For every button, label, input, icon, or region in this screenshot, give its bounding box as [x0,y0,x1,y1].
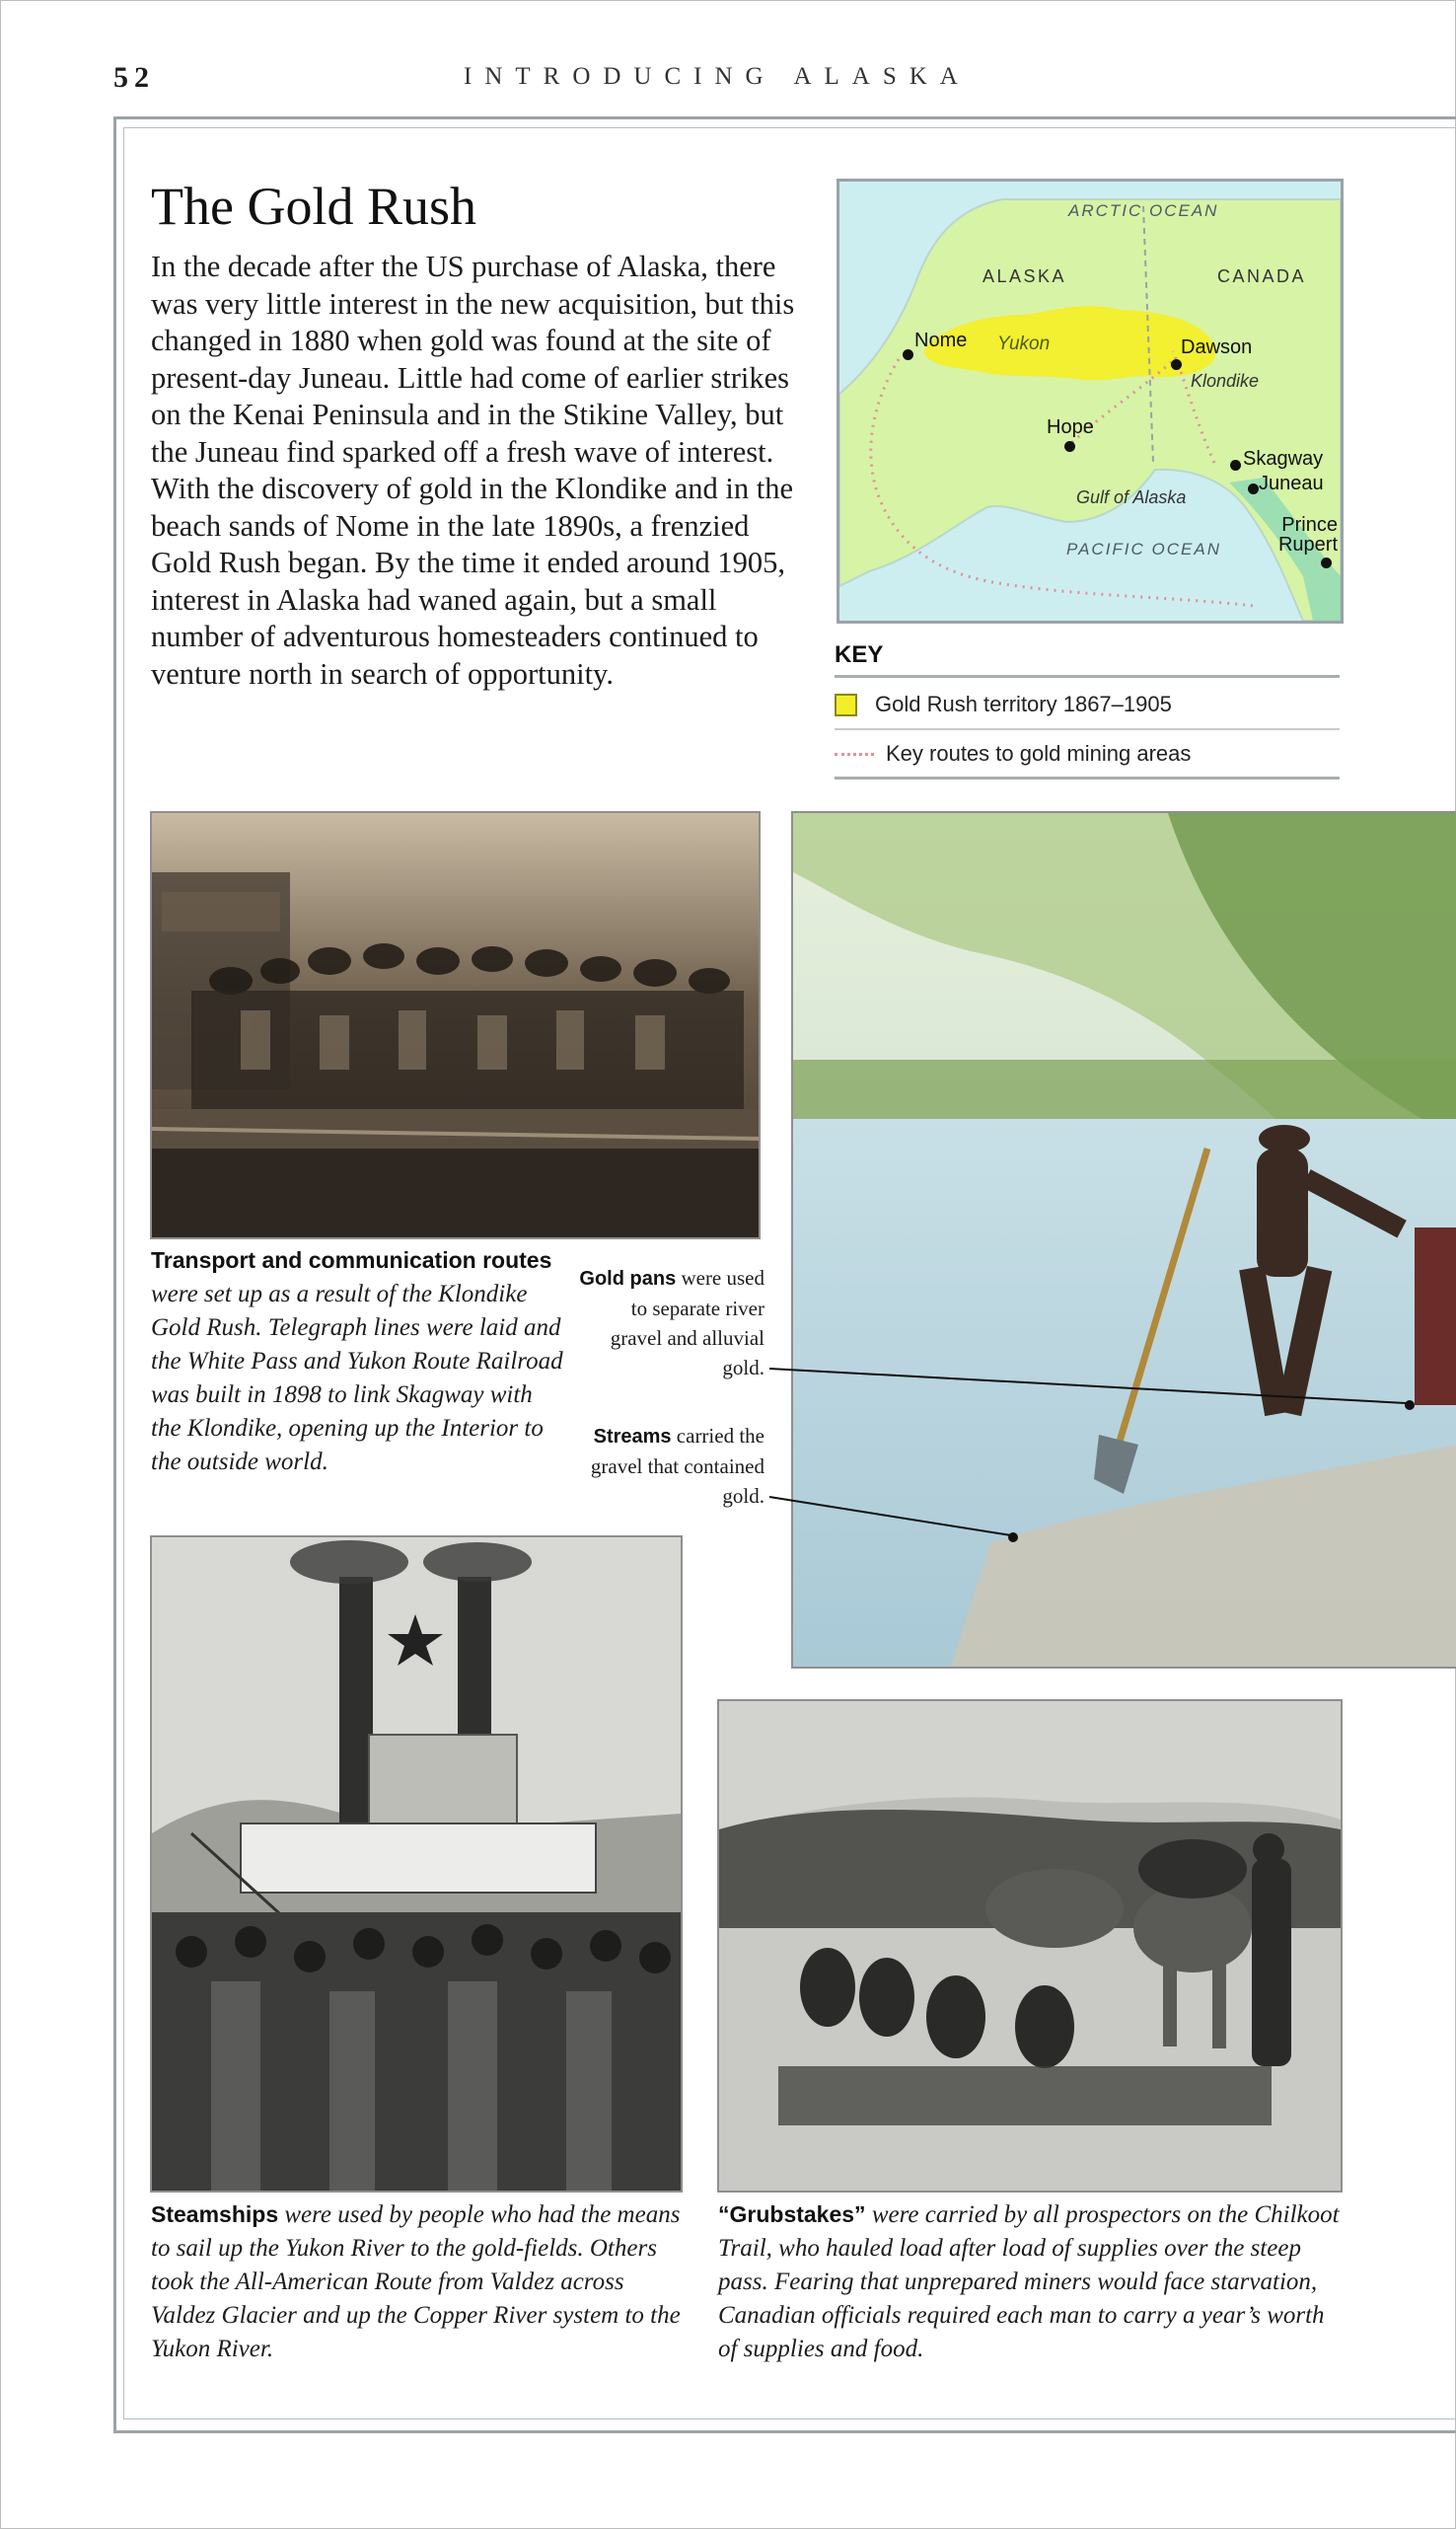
running-head: INTRODUCING ALASKA [464,63,971,90]
caption-transport [151,1243,565,1479]
caption-leader-lines [760,1362,1430,1559]
map-point-juneau [1248,483,1259,494]
map-label-hope: Hope [1047,416,1094,438]
key-item-routes [835,732,1340,776]
map-label-pacific-ocean: PACIFIC OCEAN [1066,540,1221,558]
caption-grubstakes-text: were carried by all prospectors on the Chilkoot Trail, who hauled load after load of supplies over the steep pass. Fearing that unprepared miners would face starvation, Canadian officials required each man to carry a year’s worth of supplies and food. [718,2201,1340,2362]
map-label-nome: Nome [914,330,968,351]
map-point-prince-rupert [1321,558,1332,568]
map-label-gulf-of-alaska: Gulf of Alaska [1076,487,1187,507]
map-label-canada: CANADA [1217,266,1307,286]
page-number: 52 [113,61,155,94]
map-point-hope [1064,441,1075,452]
caption-steamships [151,2197,689,2366]
caption-transport-lead: Transport and communication routes [151,1247,552,1273]
caption-streams [587,1421,764,1511]
map-label-prince-rupert: Prince Rupert [1277,514,1338,556]
article-title: The Gold Rush [151,177,476,236]
caption-gold-pans-lead: Gold pans [579,1268,677,1290]
gold-rush-map [837,179,1344,624]
map-point-dawson [1171,359,1182,370]
gold-territory-swatch-icon [835,694,857,716]
photo-steamship [150,1535,683,2193]
leader-line-streams [769,1497,1011,1535]
key-title: KEY [835,641,884,668]
caption-steamships-lead: Steamships [151,2201,279,2227]
map-label-klondike: Klondike [1191,371,1260,391]
map-label-dawson: Dawson [1181,336,1253,358]
map-label-skagway: Skagway [1243,448,1324,470]
key-rule-bottom [835,777,1340,780]
photo-transport-railroad [150,811,761,1239]
key-rule-top [835,675,1340,678]
map-label-arctic-ocean: ARCTIC OCEAN [1068,201,1219,220]
photo-grubstakes [717,1699,1343,2193]
key-rule-middle [835,728,1340,730]
map-label-alaska: ALASKA [983,266,1067,286]
key-item-label: Gold Rush territory 1867–1905 [875,692,1172,716]
caption-grubstakes [718,2197,1345,2366]
caption-gold-pans-text: were used to separate river gravel and alluvial gold. [610,1266,764,1379]
article-intro: In the decade after the US purchase of Alaska, there was very little interest in the new acquisition, but this changed in 1880 when gold was found at the site of present-day Juneau. Little had come of earlier strikes on the Kenai Peninsula and in the Stikine Valley, but the Juneau find sparked off a fresh wave of interest. With the discovery of gold in the Klondike and in the beach sands of Nome in the late 1890s, a frenzied Gold Rush began. By the time it ended around 1905, interest in Alaska had waned again, but a small number of adventurous homesteaders continued to venture north in search of opportunity. [151,250,795,691]
key-item-label: Key routes to gold mining areas [886,741,1192,766]
key-item-gold-territory [835,683,1340,726]
caption-grubstakes-lead: “Grubstakes” [718,2201,866,2227]
caption-streams-lead: Streams [593,1426,672,1448]
caption-transport-text: were set up as a result of the Klondike Gold Rush. Telegraph lines were laid and the White Pass and Yukon Route Railroad was built in 1898 to link Skagway with the Klondike, opening up the Interior to the outside world. [151,1281,563,1475]
map-label-juneau: Juneau [1259,473,1324,494]
map-label-yukon: Yukon [997,334,1051,354]
dotted-route-icon [835,753,874,756]
leader-line-gold-pans [769,1369,1406,1403]
map-point-nome [903,349,913,360]
caption-gold-pans [577,1263,764,1382]
caption-steamships-text: were used by people who had the means to sail up the Yukon River to the gold-fields. Others took the All-American Route from Valdez across Valdez Glacier and up the Copper River system to the Yukon River. [151,2201,681,2362]
map-point-skagway [1230,460,1241,471]
caption-streams-text: carried the gravel that contained gold. [590,1424,764,1508]
